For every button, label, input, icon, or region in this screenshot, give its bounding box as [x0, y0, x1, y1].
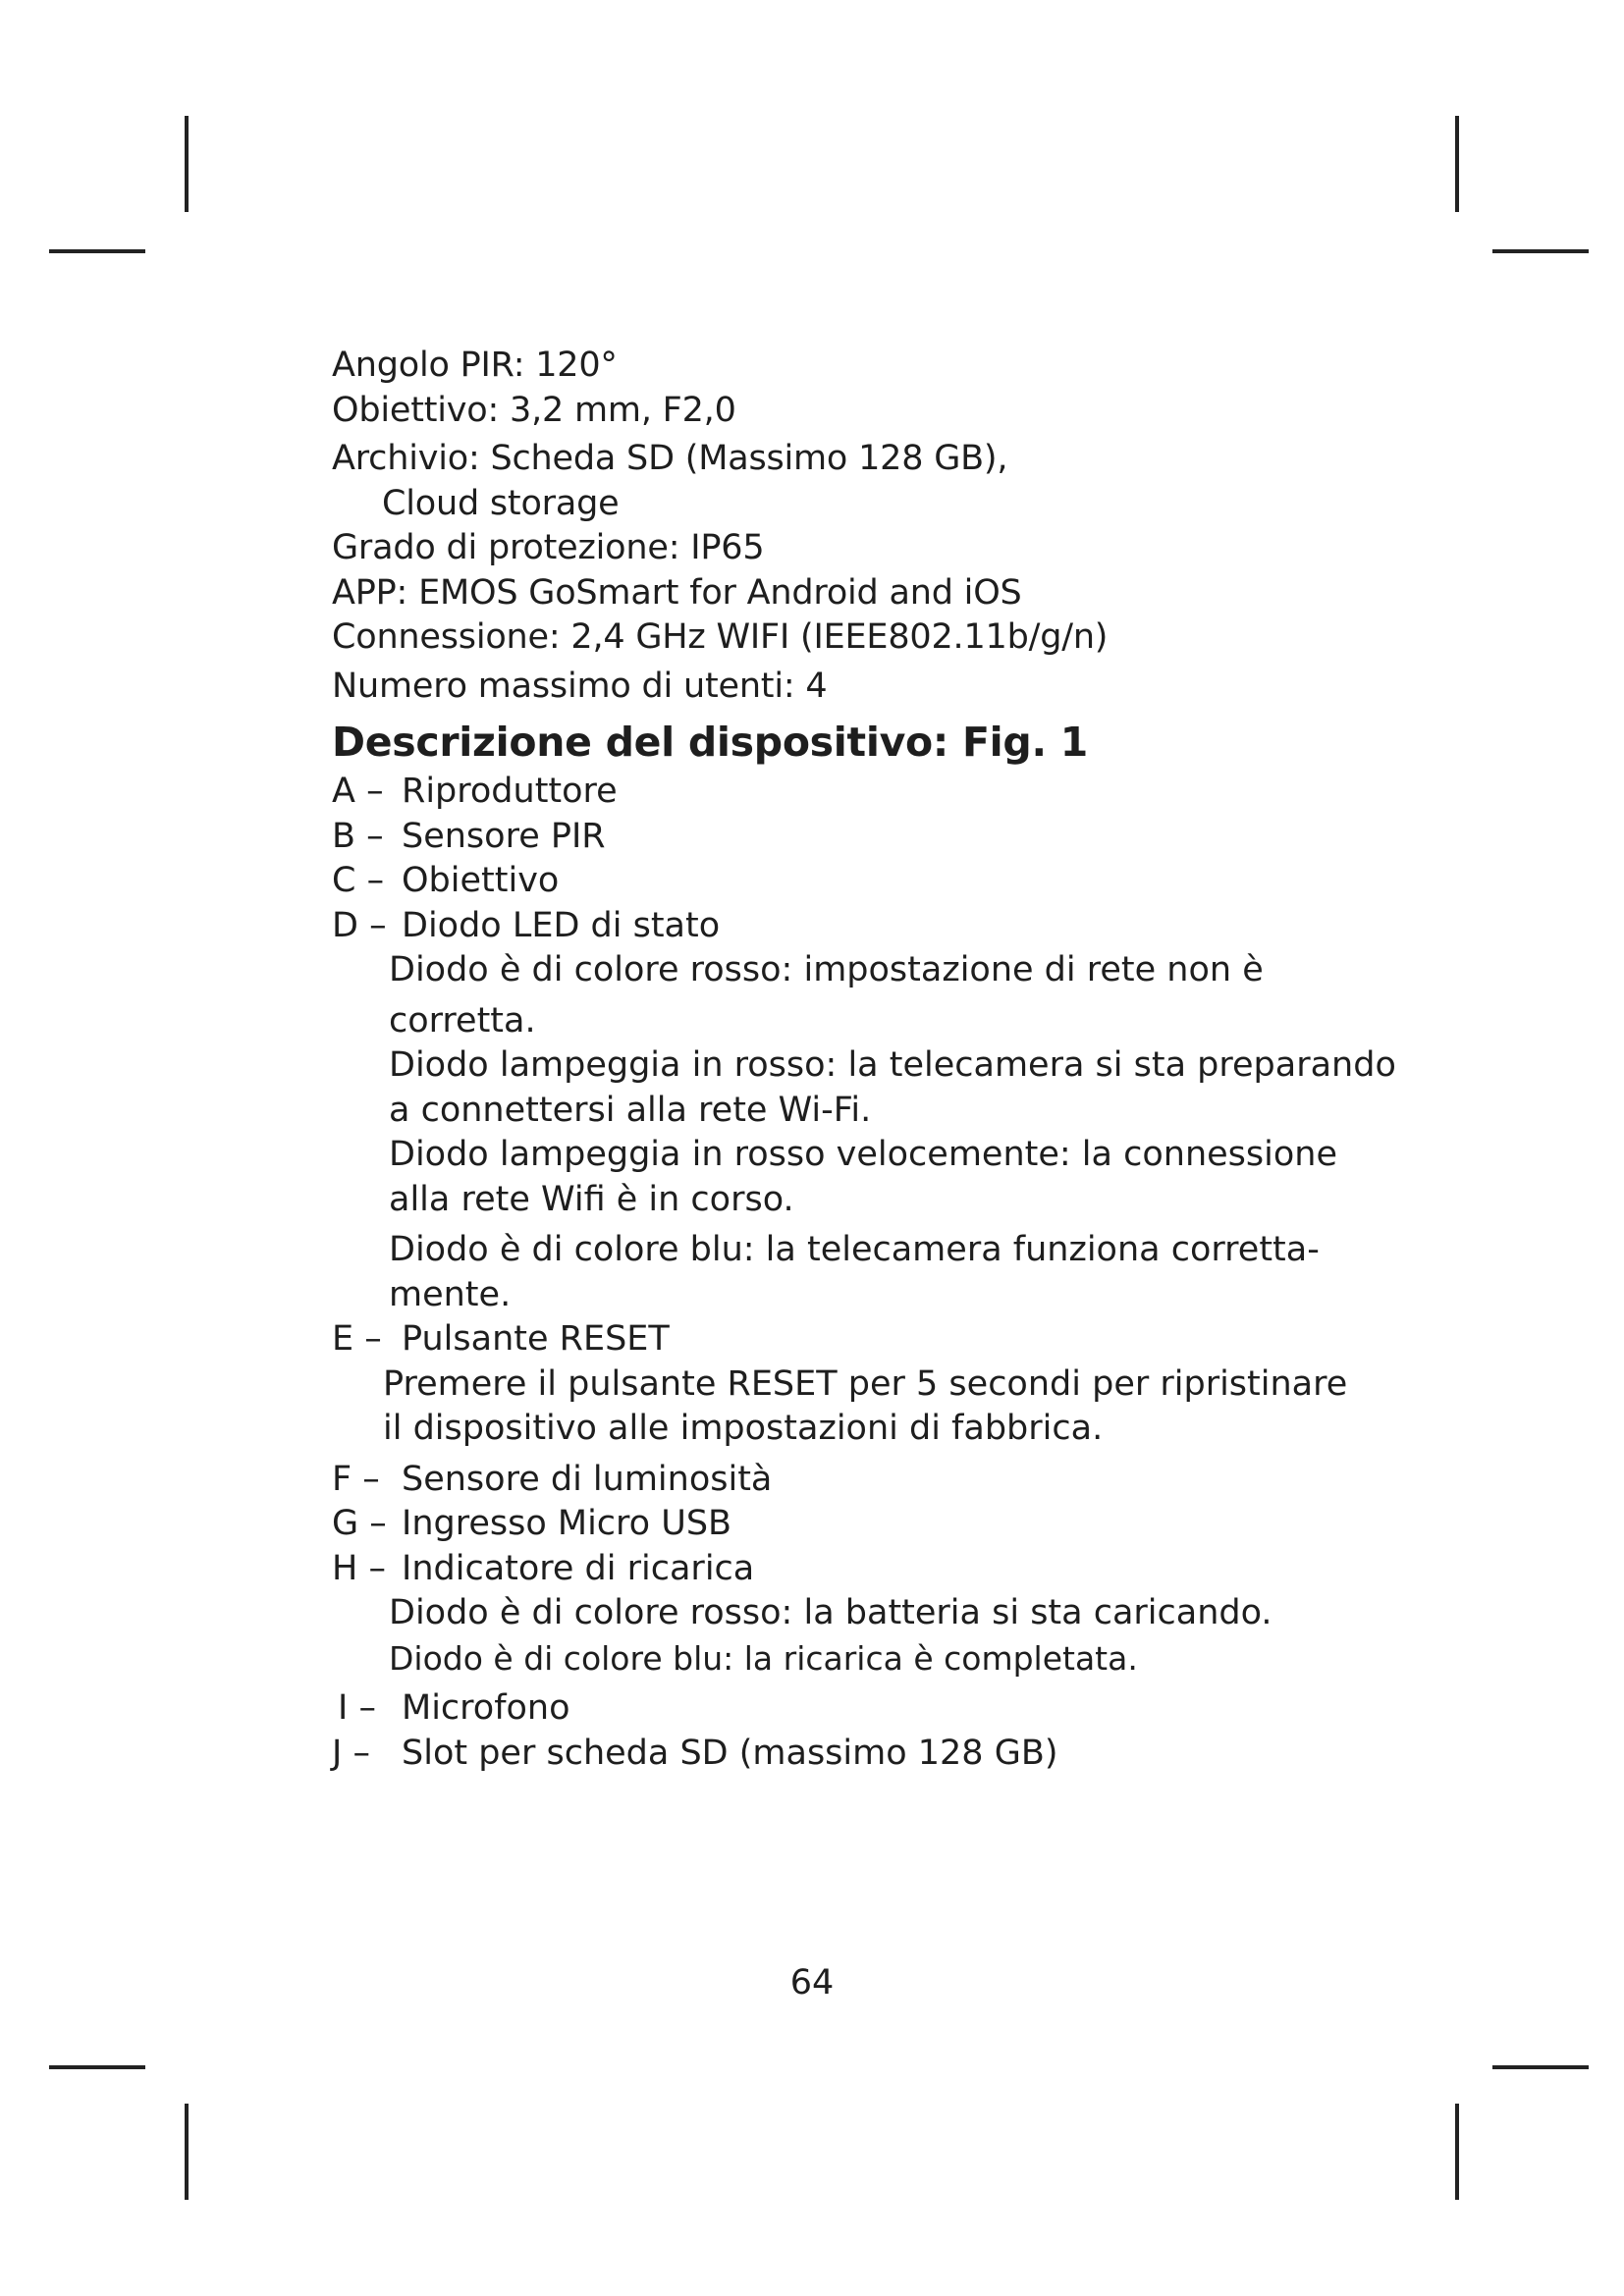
crop-mark-bottom-left-horizontal [49, 2065, 145, 2069]
section-heading: Descrizione del dispositivo: Fig. 1 [332, 719, 1088, 766]
item-letter: D – [332, 905, 387, 945]
spec-lens: Obiettivo: 3,2 mm, F2,0 [332, 390, 736, 430]
item-detail: il dispositivo alle impostazioni di fabbrica. [383, 1409, 1104, 1448]
spec-max-users: Numero massimo di utenti: 4 [332, 666, 828, 706]
crop-mark-top-right-horizontal [1492, 249, 1589, 253]
item-label: Indicatore di ricarica [402, 1548, 755, 1588]
item-detail: Diodo lampeggia in rosso: la telecamera si sta preparando [389, 1045, 1396, 1085]
item-label: Pulsante RESET [402, 1319, 670, 1359]
spec-storage-cloud: Cloud storage [382, 483, 620, 523]
item-label: Slot per scheda SD (massimo 128 GB) [402, 1733, 1058, 1773]
item-label: Microfono [402, 1688, 570, 1728]
list-item [332, 1458, 1314, 1503]
item-detail: Diodo lampeggia in rosso velocemente: la connessione [389, 1135, 1337, 1174]
list-item [332, 1732, 1314, 1777]
item-detail: corretta. [389, 1000, 536, 1041]
item-letter: B – [332, 816, 384, 856]
item-letter: J – [332, 1733, 370, 1773]
crop-mark-top-left-vertical [185, 116, 189, 212]
item-detail: Diodo è di colore rosso: la batteria si sta caricando. [389, 1593, 1272, 1632]
item-letter: E – [332, 1319, 382, 1359]
page-content [332, 344, 1396, 1776]
item-label: Riproduttore [402, 772, 618, 811]
item-letter: G – [332, 1504, 387, 1543]
item-detail: Diodo è di colore blu: la telecamera funziona corretta- [389, 1230, 1320, 1269]
item-label: Diodo LED di stato [402, 905, 721, 945]
crop-mark-bottom-left-vertical [185, 2104, 189, 2200]
crop-mark-top-right-vertical [1455, 116, 1459, 212]
item-letter: H – [332, 1548, 386, 1588]
list-item [332, 1502, 1314, 1547]
item-detail: Diodo è di colore rosso: impostazione di rete non è [389, 950, 1264, 989]
item-label: Sensore di luminosità [402, 1459, 773, 1499]
item-letter: C – [332, 861, 385, 900]
item-detail: Diodo è di colore blu: la ricarica è completata. [389, 1638, 1138, 1678]
item-letter: I – [338, 1688, 376, 1728]
list-item [332, 1686, 1314, 1732]
list-item [332, 770, 1314, 815]
crop-mark-bottom-right-horizontal [1492, 2065, 1589, 2069]
spec-list [332, 344, 1314, 709]
spec-pir-angle: Angolo PIR: 120° [332, 346, 618, 385]
item-label: Obiettivo [402, 861, 560, 900]
crop-mark-top-left-horizontal [49, 249, 145, 253]
list-item [332, 1547, 1314, 1592]
item-detail: Premere il pulsante RESET per 5 secondi per ripristinare [383, 1363, 1348, 1404]
list-item [332, 904, 1314, 949]
spec-app: APP: EMOS GoSmart for Android and iOS [332, 572, 1022, 613]
spec-protection: Grado di protezione: IP65 [332, 528, 765, 567]
item-label: Ingresso Micro USB [402, 1504, 732, 1543]
item-label: Sensore PIR [402, 816, 606, 856]
item-detail: alla rete Wifi è in corso. [389, 1179, 794, 1219]
item-detail: a connettersi alla rete Wi-Fi. [389, 1090, 872, 1130]
list-item [332, 815, 1314, 860]
device-parts-list [332, 770, 1396, 1776]
page-number: 64 [789, 1963, 835, 2002]
spec-connection: Connessione: 2,4 GHz WIFI (IEEE802.11b/g/n) [332, 617, 1109, 657]
item-letter: A – [332, 772, 384, 811]
item-letter: F – [332, 1459, 380, 1499]
list-item [332, 859, 1314, 904]
item-detail: mente. [389, 1274, 512, 1314]
list-item [332, 1317, 1314, 1362]
spec-storage: Archivio: Scheda SD (Massimo 128 GB), [332, 439, 1008, 478]
crop-mark-bottom-right-vertical [1455, 2104, 1459, 2200]
